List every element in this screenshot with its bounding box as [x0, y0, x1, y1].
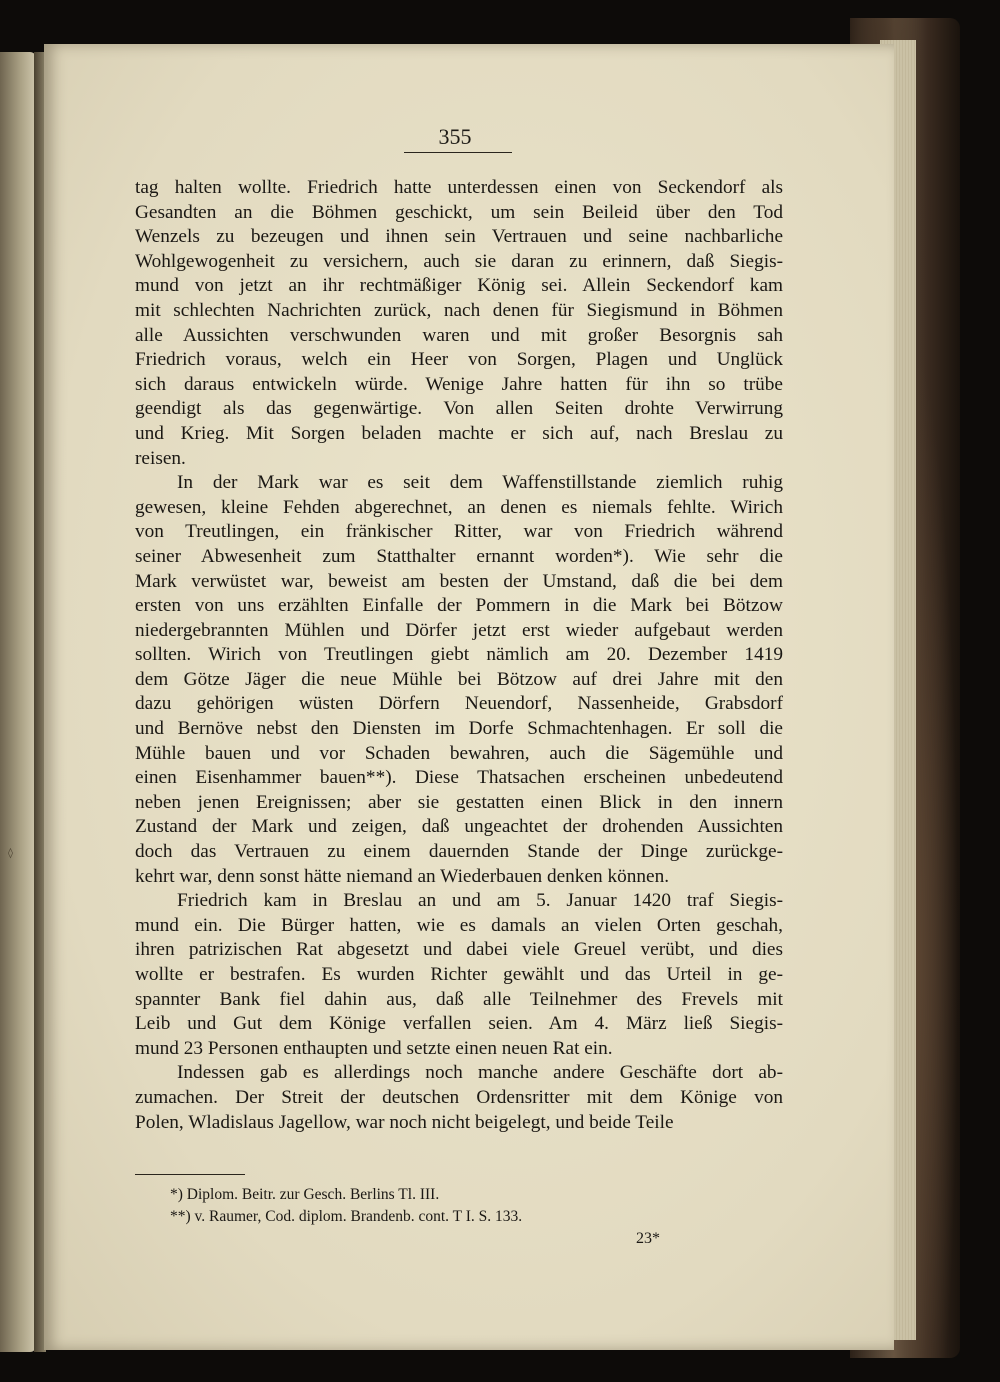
- text-line: Leib und Gut dem Könige verfallen seien. Am 4. März ließ Siegis-: [135, 1013, 783, 1035]
- text-line: kehrt war, denn sonst hätte niemand an Wiederbauen denken können.: [135, 865, 670, 887]
- text-line: tag halten wollte. Friedrich hatte unterdessen einen von Seckendorf als: [135, 177, 783, 198]
- text-line: Gesandten an die Böhmen geschickt, um sein Beileid über den Tod: [135, 201, 783, 223]
- page-number-rule: [404, 152, 512, 153]
- margin-mark: ◊: [8, 848, 13, 859]
- previous-page-edge: [0, 52, 36, 1352]
- text-line: und Bernöve nebst den Diensten im Dorfe Schmachtenhagen. Er soll die: [135, 718, 783, 740]
- text-line: alle Aussichten verschwunden waren und mit großer Besorgnis sah: [135, 324, 783, 346]
- text-line: geendigt als das gegenwärtige. Von allen Seiten drohte Verwirrung: [135, 398, 783, 420]
- text-line: mit schlechten Nachrichten zurück, nach denen für Siegismund in Böhmen: [135, 299, 783, 321]
- text-line: einen Eisenhammer bauen**). Diese Thatsachen erscheinen unbedeutend: [135, 767, 783, 789]
- footnote-2: **) v. Raumer, Cod. diplom. Brandenb. cont. T I. S. 133.: [170, 1208, 523, 1225]
- text-line: Wohlgewogenheit zu versichern, auch sie daran zu erinnern, daß Siegis-: [135, 250, 783, 272]
- text-line: von Treutlingen, ein fränkischer Ritter, war von Friedrich während: [135, 521, 783, 543]
- text-line: sich daraus entwickeln würde. Wenige Jahre hatten für ihn so trübe: [135, 373, 783, 395]
- page-number: 355: [438, 124, 472, 149]
- text-line: Mühle bauen und vor Schaden bewahren, auch die Sägemühle und: [135, 742, 783, 764]
- text-line: zumachen. Der Streit der deutschen Ordensritter mit dem Könige von: [135, 1086, 783, 1108]
- text-line: sollten. Wirich von Treutlingen giebt nämlich am 20. Dezember 1419: [135, 644, 783, 666]
- text-line: ersten von uns erzählten Einfalle der Pommern in die Mark bei Bötzow: [135, 595, 783, 617]
- text-line: mund 23 Personen enthaupten und setzte einen neuen Rat ein.: [135, 1037, 613, 1059]
- text-line: Friedrich kam in Breslau an und am 5. Januar 1420 traf Siegis-: [177, 890, 783, 912]
- text-line: gewesen, kleine Fehden abgerechnet, an denen es niemals fehlte. Wirich: [135, 496, 783, 518]
- text-line: neben jenen Ereignissen; aber sie gestatten einen Blick in den innern: [135, 791, 783, 813]
- text-line: spannter Bank fiel dahin aus, daß alle Teilnehmer des Frevels mit: [135, 988, 783, 1010]
- text-line: In der Mark war es seit dem Waffenstillstande ziemlich ruhig: [177, 472, 783, 494]
- text-line: dem Götze Jäger die neue Mühle bei Bötzow auf drei Jahre mit den: [135, 668, 783, 690]
- text-line: ihren patrizischen Rat abgesetzt und dabei viele Greuel verübt, und dies: [135, 939, 783, 961]
- text-line: doch das Vertrauen zu einem dauernden Stande der Dinge zurückge-: [135, 841, 783, 863]
- text-line: wollte er bestrafen. Es wurden Richter gewählt und das Urteil in ge-: [135, 964, 783, 985]
- text-line: Wenzels zu bezeugen und ihnen sein Vertrauen und seine nachbarliche: [135, 226, 783, 248]
- text-line: seiner Abwesenheit zum Statthalter ernannt worden*). Wie sehr die: [135, 545, 783, 567]
- text-line: Zustand der Mark und zeigen, daß ungeachtet der drohenden Aussichten: [135, 816, 783, 838]
- signature-mark: 23*: [636, 1230, 660, 1247]
- text-line: Indessen gab es allerdings noch manche andere Geschäfte dort ab-: [177, 1062, 783, 1084]
- text-line: Friedrich voraus, welch ein Heer von Sorgen, Plagen und Unglück: [135, 349, 783, 371]
- footnotes: [170, 1184, 730, 1228]
- text-line: und Krieg. Mit Sorgen beladen machte er sich auf, nach Breslau zu: [135, 422, 783, 444]
- footnote-rule: [135, 1174, 245, 1175]
- text-line: niedergebrannten Mühlen und Dörfer jetzt erst wieder aufgebaut werden: [135, 619, 783, 641]
- text-line: Polen, Wladislaus Jagellow, war noch nicht beigelegt, und beide Teile: [135, 1111, 674, 1133]
- footnote-1: *) Diplom. Beitr. zur Gesch. Berlins Tl. III.: [170, 1186, 440, 1203]
- text-line: reisen.: [135, 447, 186, 469]
- text-line: mund von jetzt an ihr rechtmäßiger König sei. Allein Seckendorf kam: [135, 275, 783, 297]
- text-line: mund ein. Die Bürger hatten, wie es damals an vielen Orten geschah,: [135, 914, 783, 936]
- main-text: [135, 176, 783, 1135]
- text-line: Mark verwüstet war, beweist am besten der Umstand, daß die bei dem: [135, 570, 783, 592]
- text-line: dazu gehörigen wüsten Dörfern Neuendorf, Nassenheide, Grabsdorf: [135, 693, 783, 715]
